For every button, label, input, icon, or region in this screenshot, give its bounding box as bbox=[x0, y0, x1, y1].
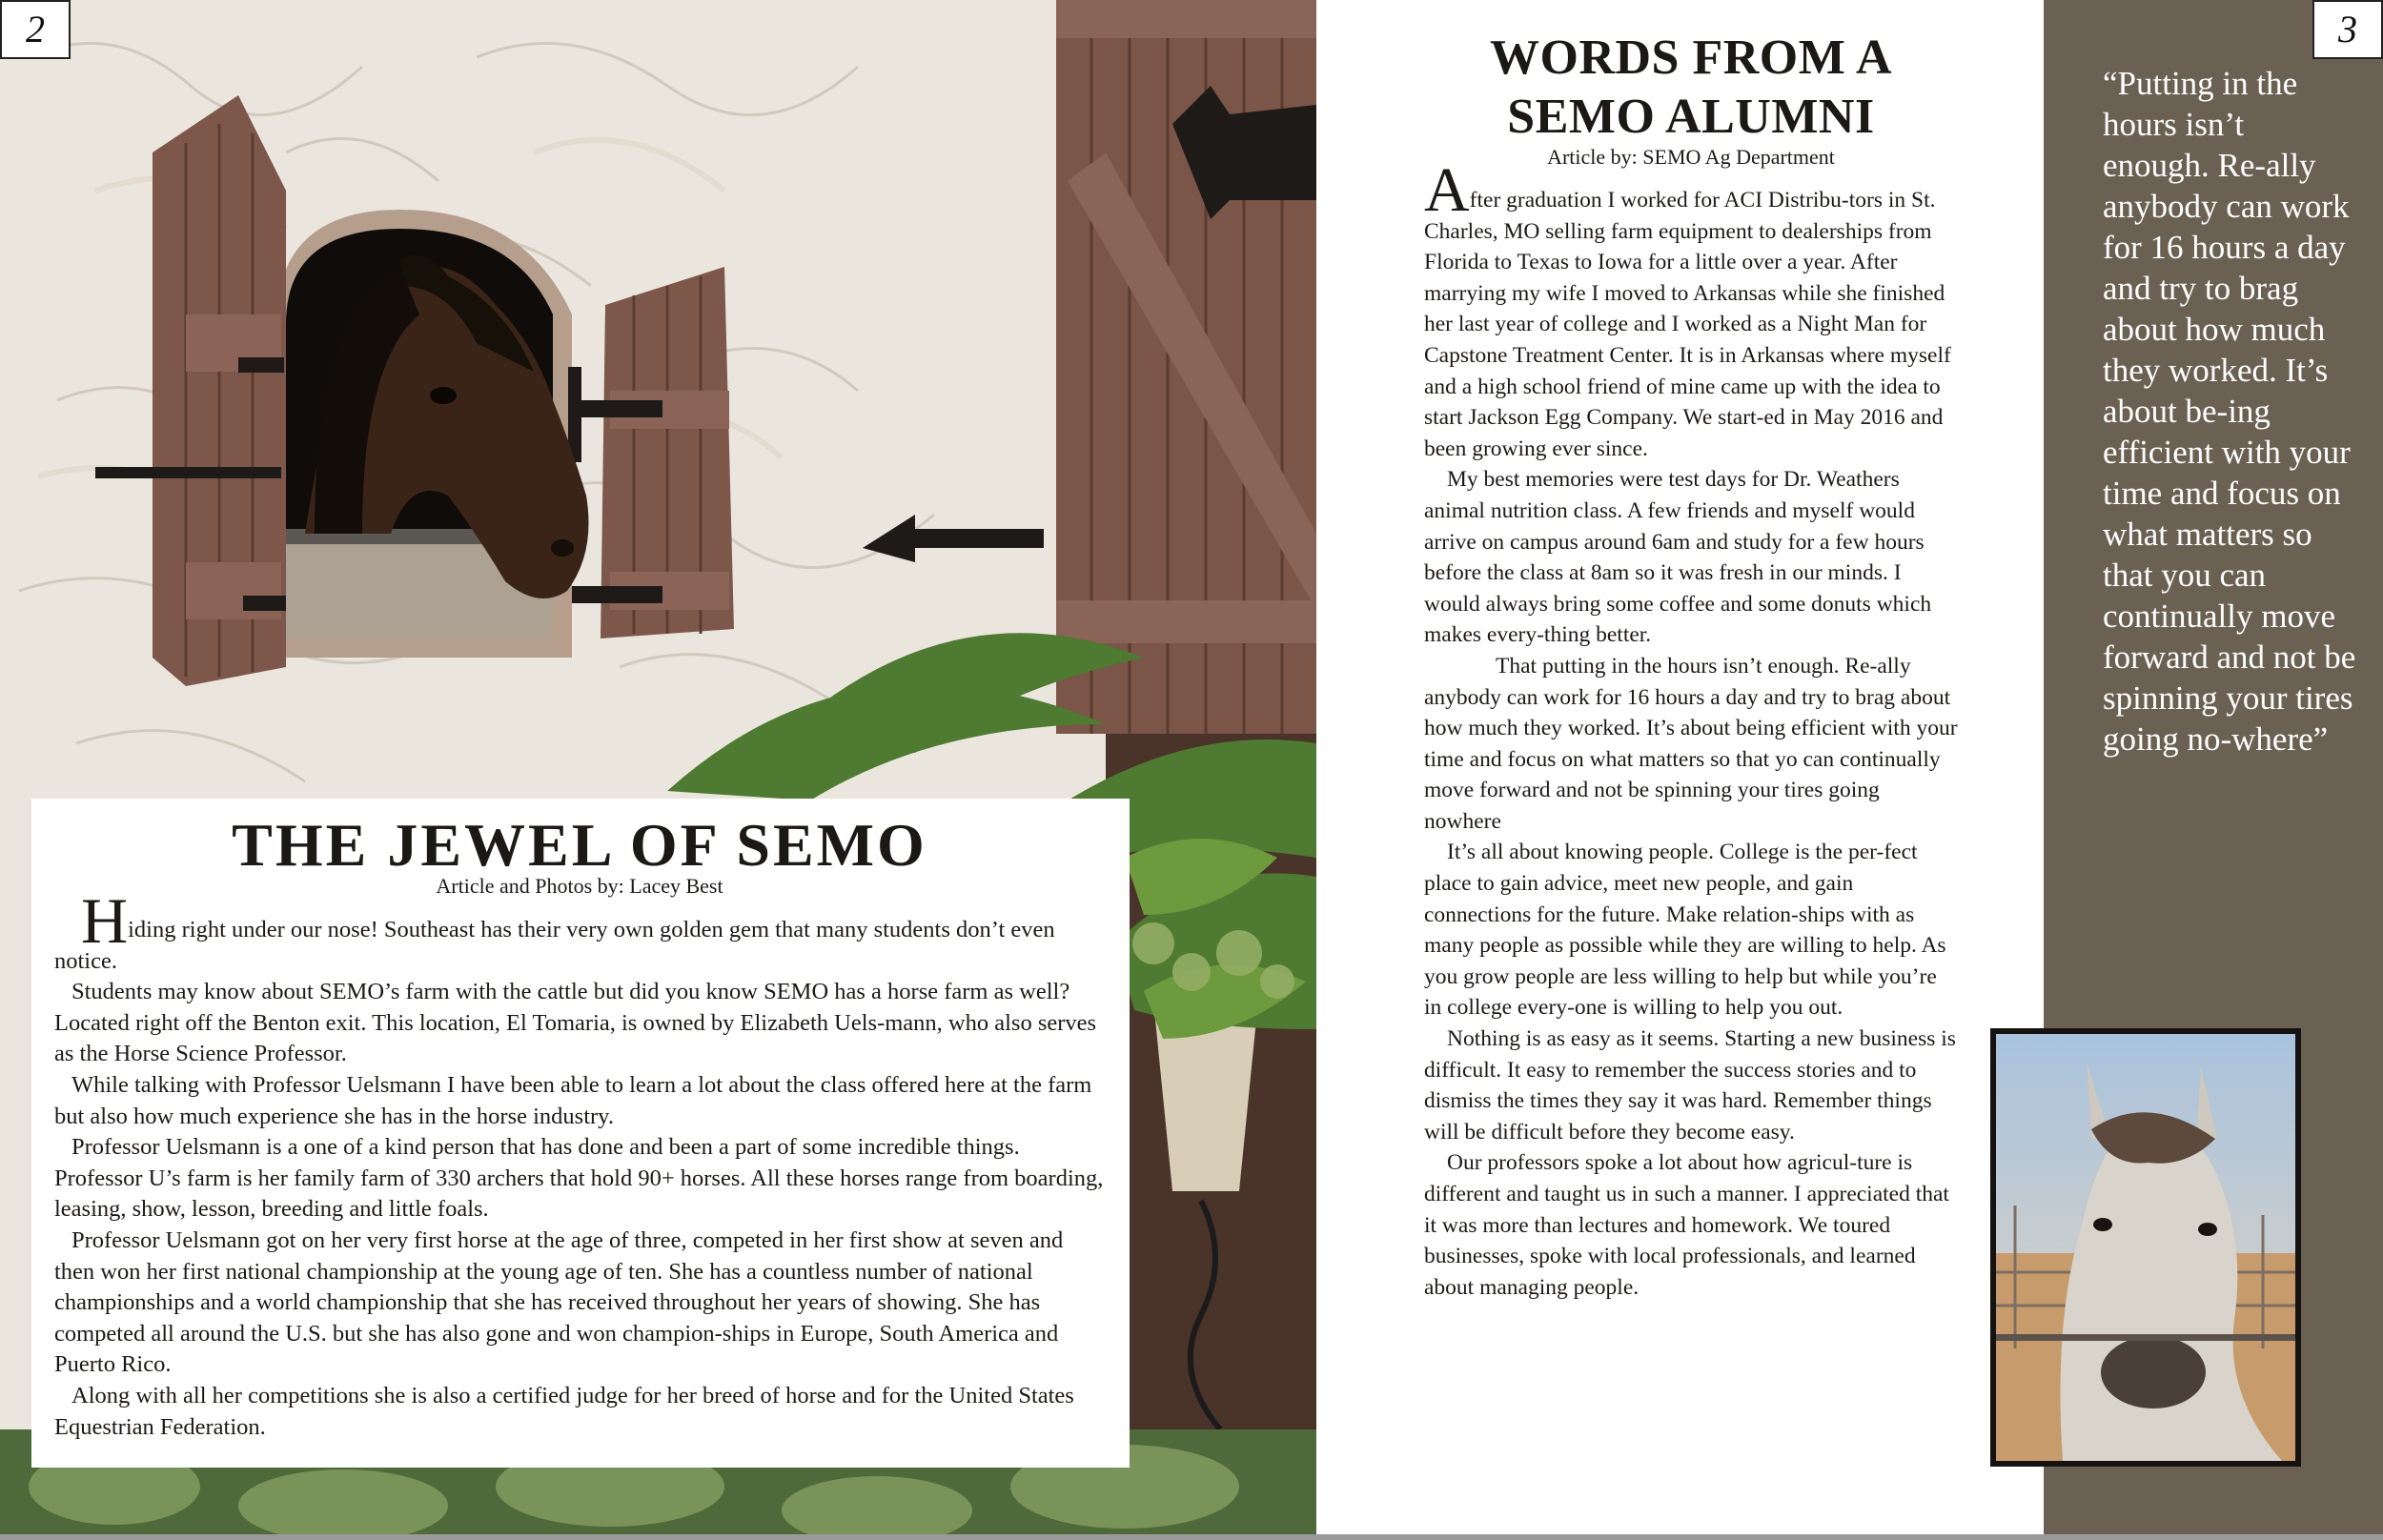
right-article-byline: Article by: SEMO Ag Department bbox=[1547, 145, 1835, 169]
semo-alumni-article bbox=[1424, 29, 1958, 1303]
right-paragraph-6: Our professors spoke a lot about how agricul-ture is different and taught us in such a manner. I appreciated that it was more than lectures and homework. We toured businesses, spoke with local professionals, and learned about managing people. bbox=[1424, 1150, 1949, 1300]
left-paragraph-4: Professor Uelsmann is a one of a kind person that has done and been a part of some incredible things. Professor U’s farm is her family farm of 330 archers that hold 90+ horses. All these horses range from boarding, leasing, show, lesson, breeding and little foals. bbox=[54, 1134, 1104, 1223]
left-paragraph-6: Along with all her competitions she is also a certified judge for her breed of horse and for the United States Equestrian Federation. bbox=[54, 1382, 1074, 1440]
left-paragraph-5: Professor Uelsmann got on her very first horse at the age of three, competed in her first show at seven and then won her first national championship at the young age of ten. She has a countless number of national championships and a world championship that she has received throughout her years of showing. She has competed all around the U.S. but she has also gone and won champion-ships in Europe, South America and Puerto Rico. bbox=[54, 1226, 1064, 1378]
left-paragraph-3: While talking with Professor Uelsmann I have been able to learn a lot about the class offered here at the farm but also how much experience she has in the horse industry. bbox=[54, 1071, 1092, 1129]
pull-quote: “Putting in the hours isn’t enough. Re-ally anybody can work for 16 hours a day and try to brag about how much they worked. It’s about be-ing efficient with your time and focus on what matters so that you can continually move forward and not be spinning your tires going no-where” bbox=[2103, 65, 2356, 758]
right-article-title: WORDS FROM A SEMO ALUMNI bbox=[1490, 30, 1892, 144]
drop-cap: A bbox=[1424, 155, 1470, 225]
jewel-of-semo-article bbox=[31, 799, 1130, 1468]
left-article-title: THE JEWEL OF SEMO bbox=[232, 811, 927, 879]
page-number-left: 2 bbox=[0, 0, 71, 59]
white-horse-photo bbox=[1996, 1034, 2295, 1461]
left-article-byline: Article and Photos by: Lacey Best bbox=[436, 874, 723, 898]
drop-cap: H bbox=[81, 884, 129, 957]
left-paragraph-1: Hiding right under our nose! Southeast has their very own golden gem that many students don’t even notice. bbox=[54, 884, 1055, 974]
page-number-right: 3 bbox=[2312, 0, 2383, 59]
bottom-rule bbox=[0, 1534, 2383, 1540]
right-paragraph-1: After graduation I worked for ACI Distribu-tors in St. Charles, MO selling farm equipment to dealerships from Florida to Texas to Iowa for a little over a year. After marrying my wife I moved to Arkansas while she finished her last year of college and I worked as a Night Man for Capstone Treatment Center. It is in Arkansas where myself and a high school friend of mine came up with the idea to start Jackson Egg Company. We start-ed in May 2016 and been growing ever since. bbox=[1424, 155, 1951, 461]
right-paragraph-2: My best memories were test days for Dr. Weathers animal nutrition class. A few friends and myself would arrive on campus around 6am and study for a few hours before the class at 8am so it was fresh in our minds. I would always bring some coffee and some donuts which makes every-thing better. bbox=[1424, 467, 1932, 648]
right-paragraph-4: It’s all about knowing people. College is the per-fect place to gain advice, meet new people, and gain connections for the future. Make relation-ships with as many people as possible while they are willing to help. As you grow people are less willing to help but while you’re in college every-one is willing to help you out. bbox=[1424, 840, 1946, 1021]
right-paragraph-5: Nothing is as easy as it seems. Starting a new business is difficult. It easy to remember the success stories and to dismiss the times they say it was hard. Remember things will be difficult before they become easy. bbox=[1424, 1026, 1956, 1145]
white-horse-photo-frame bbox=[1990, 1028, 2301, 1467]
right-paragraph-3: That putting in the hours isn’t enough. Re-ally anybody can work for 16 hours a day and try to brag about how much they worked. It’s about being efficient with your time and focus on what matters so that yo can continually move forward and not be spinning your tires going nowhere bbox=[1424, 653, 1958, 834]
left-paragraph-2: Students may know about SEMO’s farm with the cattle but did you know SEMO has a horse farm as well? Located right off the Benton exit. This location, El Tomaria, is owned by Elizabeth Uels-mann, who also serves as the Horse Science Professor. bbox=[54, 979, 1097, 1067]
